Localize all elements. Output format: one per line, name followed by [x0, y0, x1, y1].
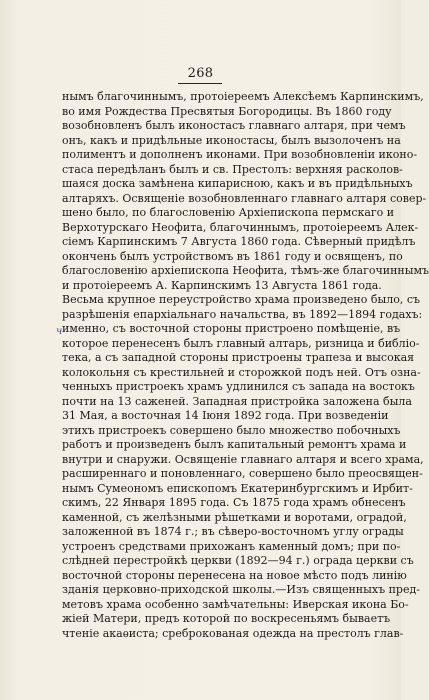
text-line: полиментъ и дополненъ иконами. При возобновленіи иконо- [62, 148, 418, 161]
text-line: внутри и снаружи. Освященіе главнаго алтаря и всего храма, [62, 452, 424, 466]
text-line: слѣдней перестройкѣ церкви (1892—94 г.) ограда церкви съ [62, 554, 414, 567]
text-line: колокольня съ крестильней и сторожкой подъ ней. Отъ озна- [62, 365, 421, 379]
text-line: работъ и произведенъ былъ капитальный ремонтъ храма и [62, 438, 407, 451]
text-line: этихъ пристроекъ совершено было множество побочныхъ [62, 423, 401, 437]
page-number-underline [178, 83, 222, 84]
text-line: онъ, какъ и придѣльные иконостасы, былъ вызолоченъ на [62, 133, 401, 147]
text-line: чтеніе акаѳиста; среброкованая одежда на престолъ глав- [62, 626, 404, 640]
text-line: сіемъ Карпинскимъ 7 Августа 1860 года. Сѣверный придѣлъ [62, 235, 416, 248]
text-line: окончень былъ устройствомъ въ 1861 году и освященъ, по [62, 249, 403, 263]
text-line: жіей Матери, предъ которой по воскресеньямъ бываетъ [62, 612, 391, 625]
text-line: расширеннаго и поновленнаго, совершено было преосвящен- [62, 467, 423, 480]
text-line: и протоіереемъ А. Карпинскимъ 13 Августа 1861 года. [62, 278, 382, 292]
text-line: устроенъ средствами прихожанъ каменный домъ; при по- [62, 539, 401, 553]
text-line: ченныхъ пристроекъ храмъ удлинился съ запада на востокъ [62, 380, 415, 393]
text-line: благословенію архіепископа Неофита, тѣмъ-же благочиннымъ [62, 264, 429, 277]
text-line: нымъ благочиннымъ, протоіереемъ Алексѣемъ Карпинскимъ, [62, 90, 424, 103]
text-line: алтаряхъ. Освященіе возобновленнаго главнаго алтаря совер- [62, 191, 427, 205]
text-line: 31 Мая, а восточная 14 Іюня 1892 года. При возведеніи [62, 409, 389, 422]
text-line: тека, а съ западной стороны пристроены трапеза и высокая [62, 351, 415, 364]
text-line: почти на 13 саженей. Западная пристройка заложена была [62, 394, 412, 408]
text-line: шаяся доска замѣнена кипарисною, какъ и въ придѣльныхъ [62, 177, 413, 190]
text-line: которое перенесенъ былъ главный алтарь, ризница и библіо- [62, 336, 420, 350]
text-line: во имя Рождества Пресвятыя Богородицы. Въ 1860 году [62, 104, 392, 118]
text-line: каменной, съ желѣзными рѣшетками и воротами, оградой, [62, 510, 407, 524]
text-line: скимъ, 22 Января 1895 года. Съ 1875 года храмъ обнесенъ [62, 496, 406, 509]
text-line: восточной стороны перенесена на новое мѣсто подъ линію [62, 568, 407, 582]
text-line: метовъ храма особенно замѣчательны: Иверская икона Бо- [62, 597, 409, 611]
text-line: стаса передѣланъ былъ и св. Престолъ: верхняя расколов- [62, 162, 403, 176]
page-number: 268 [187, 66, 214, 81]
text-line: нымъ Сумеономъ епископомъ Екатеринбургскимъ и Ирбит- [62, 481, 413, 495]
text-line: возобновленъ былъ иконостасъ главнаго алтаря, при чемъ [62, 119, 406, 132]
margin-pencil-mark: ч [56, 326, 63, 337]
text-line: разрѣшенія епархіальнаго начальства, въ 1892—1894 годахъ: [62, 307, 423, 321]
page-body-text [62, 90, 429, 641]
text-line: Весьма крупное переустройство храма произведено было, съ [62, 293, 421, 306]
text-line: именно, съ восточной стороны пристроено помѣщеніе, въ [62, 322, 401, 335]
text-line: зданія церковно-приходской школы.—Изъ священныхъ пред- [62, 583, 420, 596]
text-line: шено было, по благословенію Архіепископа пермскаго и [62, 206, 395, 219]
text-line: заложенной въ 1874 г.; въ сѣверо-восточномъ углу ограды [62, 525, 404, 538]
text-line: Верхотурскаго Неофита, благочиннымъ, протоіереемъ Алек- [62, 220, 419, 234]
